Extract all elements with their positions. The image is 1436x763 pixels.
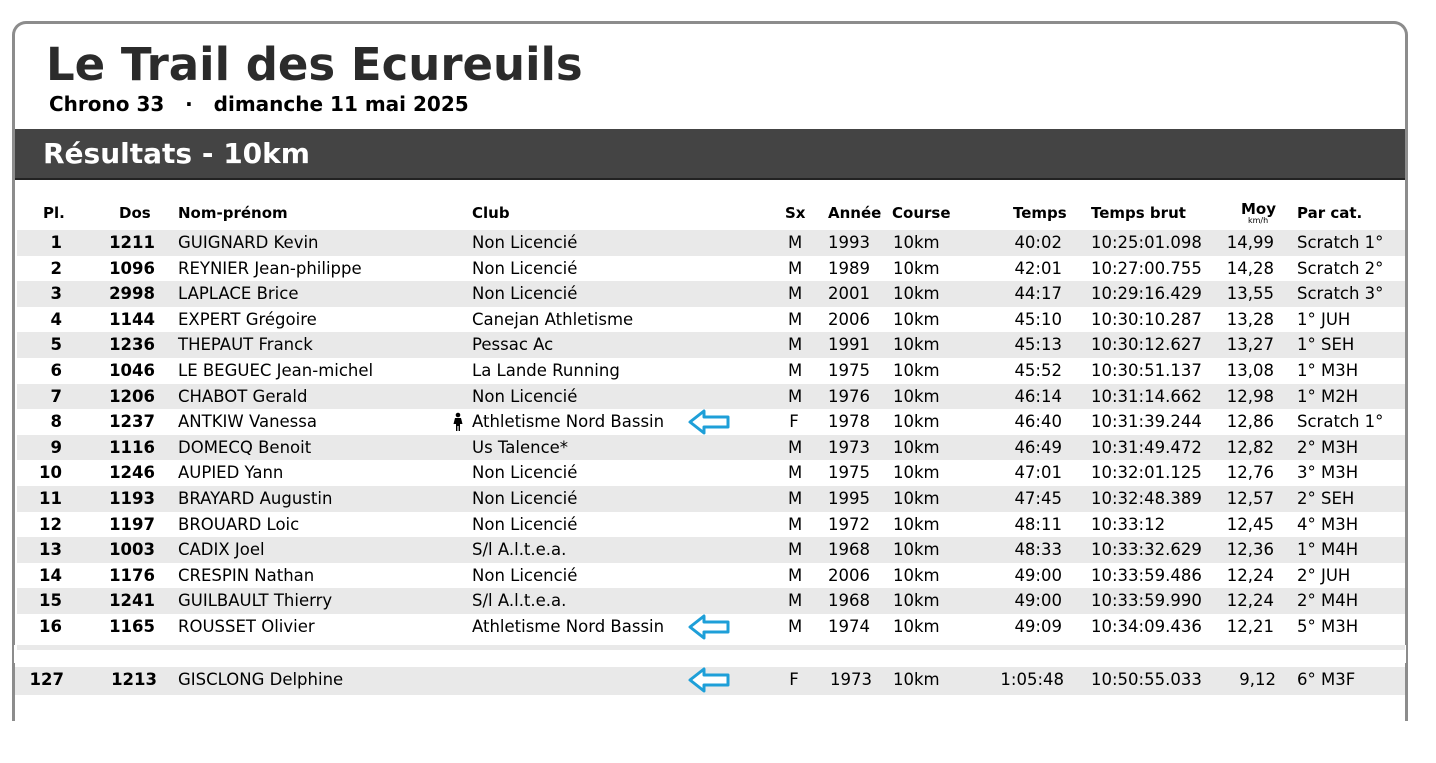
cell-moy: 12,45 <box>1226 514 1274 534</box>
cell-annee: 1995 <box>828 489 870 508</box>
cell-club: La Lande Running <box>472 361 620 380</box>
table-row <box>17 512 1405 538</box>
cell-nom: CADIX Joel <box>178 540 265 560</box>
cell-cat: 5° M3H <box>1297 617 1359 636</box>
cell-pl: 9 <box>50 437 62 457</box>
cell-moy: 14,99 <box>1226 233 1274 252</box>
col-header-temps: Temps <box>1013 204 1067 222</box>
cell-course: 10km <box>893 437 940 457</box>
cell-club: Non Licencié <box>472 463 578 483</box>
cell-temps-brut: 10:30:10.287 <box>1091 309 1202 329</box>
cell-pl: 6 <box>50 361 62 380</box>
cell-dos: 1206 <box>109 386 155 406</box>
cell-temps: 47:45 <box>1014 489 1062 508</box>
table-row <box>17 281 1405 307</box>
cell-sx: F <box>789 670 799 689</box>
cell-temps-brut: 10:32:01.125 <box>1091 463 1202 483</box>
cell-temps: 49:00 <box>1014 565 1062 585</box>
cell-course: 10km <box>893 361 940 380</box>
cell-annee: 1975 <box>828 463 870 483</box>
cell-club: Non Licencié <box>472 565 578 585</box>
cell-dos: 1213 <box>111 670 157 689</box>
cell-sx: M <box>788 489 803 508</box>
cell-pl: 15 <box>39 591 62 611</box>
cell-annee: 1973 <box>830 670 872 689</box>
cell-temps-brut: 10:34:09.436 <box>1091 617 1202 636</box>
cell-temps: 42:01 <box>1014 258 1062 278</box>
cell-pl: 3 <box>50 284 62 304</box>
results-banner <box>15 129 1405 180</box>
cell-annee: 1968 <box>828 591 870 611</box>
cell-annee: 1968 <box>828 540 870 560</box>
cell-dos: 1237 <box>109 412 155 432</box>
col-header-moy-unit: km/h <box>1248 216 1269 225</box>
table-row <box>17 332 1405 358</box>
cell-temps: 46:40 <box>1014 412 1062 432</box>
cell-nom: LAPLACE Brice <box>178 284 299 304</box>
cell-temps: 47:01 <box>1014 463 1062 483</box>
cell-dos: 1046 <box>109 361 155 380</box>
cell-sx: M <box>788 233 803 252</box>
cell-temps-brut: 10:33:59.486 <box>1091 565 1202 585</box>
cell-dos: 1165 <box>109 617 155 636</box>
event-subtitle: Chrono 33 · dimanche 11 mai 2025 <box>49 92 469 116</box>
col-header-moy: Moy <box>1241 200 1277 218</box>
table-row <box>17 435 1405 461</box>
cell-sx: M <box>788 463 803 483</box>
cell-club: Non Licencié <box>472 258 578 278</box>
col-header-dos: Dos <box>119 204 151 222</box>
cell-annee: 1972 <box>828 514 870 534</box>
cell-dos: 1176 <box>109 565 155 585</box>
banner-title: Résultats - 10km <box>43 137 310 170</box>
cell-course: 10km <box>893 463 940 483</box>
cell-temps: 48:11 <box>1014 514 1062 534</box>
cell-moy: 13,55 <box>1226 284 1274 304</box>
table-row <box>17 486 1405 512</box>
cell-course: 10km <box>893 412 940 432</box>
cut-row-fragment <box>17 645 1405 650</box>
col-header-course: Course <box>892 204 951 222</box>
cell-nom: GUILBAULT Thierry <box>178 591 333 611</box>
table-row <box>17 588 1405 614</box>
cell-pl: 127 <box>29 670 64 689</box>
cell-club: Non Licencié <box>472 284 578 304</box>
cell-annee: 1975 <box>828 361 870 380</box>
cell-dos: 2998 <box>109 284 155 304</box>
cell-dos: 1193 <box>109 489 155 508</box>
cell-temps: 40:02 <box>1014 233 1062 252</box>
female-icon <box>452 412 464 432</box>
cell-course: 10km <box>893 489 940 508</box>
cell-temps-brut: 10:33:59.990 <box>1091 591 1202 611</box>
col-header-sx: Sx <box>785 204 806 222</box>
cell-sx: M <box>788 258 803 278</box>
cell-dos: 1096 <box>109 258 155 278</box>
table-cut-separator <box>14 645 1406 663</box>
cell-cat: 1° M2H <box>1297 386 1359 406</box>
cell-annee: 2001 <box>828 284 870 304</box>
cell-pl: 1 <box>50 233 62 252</box>
page-title: Le Trail des Ecureuils <box>46 38 583 91</box>
cell-club: S/l A.l.t.e.a. <box>472 591 567 611</box>
cell-club: Pessac Ac <box>472 335 554 355</box>
cell-pl: 4 <box>50 309 62 329</box>
cell-nom: BRAYARD Augustin <box>178 489 333 508</box>
cell-course: 10km <box>893 565 940 585</box>
cell-cat: Scratch 1° <box>1297 412 1384 432</box>
cell-annee: 1976 <box>828 386 870 406</box>
cell-moy: 12,82 <box>1226 437 1274 457</box>
cell-temps-brut: 10:30:51.137 <box>1091 361 1202 380</box>
arrow-left-icon <box>687 666 731 694</box>
cell-nom: LE BEGUEC Jean-michel <box>178 361 374 380</box>
cell-sx: M <box>788 514 803 534</box>
cell-temps: 46:49 <box>1014 437 1062 457</box>
cell-temps-brut: 10:31:39.244 <box>1091 412 1202 432</box>
col-header-club: Club <box>472 204 510 222</box>
table-row <box>17 460 1405 486</box>
cell-course: 10km <box>893 284 940 304</box>
cell-temps: 49:09 <box>1014 617 1062 636</box>
cell-moy: 9,12 <box>1239 670 1276 689</box>
cell-pl: 14 <box>39 565 62 585</box>
table-row <box>17 409 1405 435</box>
cell-temps: 45:10 <box>1014 309 1062 329</box>
cell-sx: M <box>788 565 803 585</box>
cell-cat: 1° M3H <box>1297 361 1359 380</box>
cell-cat: Scratch 1° <box>1297 233 1384 252</box>
cell-moy: 12,86 <box>1226 412 1274 432</box>
cell-nom: THEPAUT Franck <box>178 335 313 355</box>
cell-course: 10km <box>893 335 940 355</box>
cell-temps: 1:05:48 <box>1000 670 1064 689</box>
cell-pl: 12 <box>39 514 62 534</box>
table-row <box>17 358 1405 384</box>
cell-nom: BROUARD Loic <box>178 514 300 534</box>
cell-dos: 1246 <box>109 463 155 483</box>
table-row <box>17 384 1405 410</box>
cell-pl: 16 <box>39 617 62 636</box>
col-header-par-cat: Par cat. <box>1297 204 1363 222</box>
cell-cat: 4° M3H <box>1297 514 1359 534</box>
cell-cat: 1° SEH <box>1297 335 1355 355</box>
cell-dos: 1241 <box>109 591 155 611</box>
cell-nom: AUPIED Yann <box>178 463 284 483</box>
cell-cat: 6° M3F <box>1297 670 1356 689</box>
col-header-temps-brut: Temps brut <box>1091 204 1186 222</box>
cell-temps: 49:00 <box>1014 591 1062 611</box>
cell-nom: ANTKIW Vanessa <box>178 412 317 432</box>
cell-sx: M <box>788 591 803 611</box>
cell-moy: 12,98 <box>1226 386 1274 406</box>
cell-nom: EXPERT Grégoire <box>178 309 317 329</box>
cell-moy: 12,24 <box>1226 565 1274 585</box>
cell-course: 10km <box>893 233 940 252</box>
cell-moy: 12,21 <box>1226 617 1274 636</box>
cell-sx: M <box>788 617 803 636</box>
cell-temps-brut: 10:25:01.098 <box>1091 233 1202 252</box>
cell-course: 10km <box>893 591 940 611</box>
cell-dos: 1197 <box>109 514 155 534</box>
cell-pl: 5 <box>50 335 62 355</box>
cell-annee: 1978 <box>828 412 870 432</box>
cell-cat: 1° JUH <box>1297 309 1351 329</box>
cell-club: Non Licencié <box>472 233 578 252</box>
cell-moy: 13,27 <box>1226 335 1274 355</box>
cell-pl: 8 <box>50 412 62 432</box>
cell-nom: CHABOT Gerald <box>178 386 308 406</box>
cell-moy: 12,36 <box>1226 540 1274 560</box>
cell-course: 10km <box>893 258 940 278</box>
cell-moy: 12,76 <box>1226 463 1274 483</box>
cell-club: Non Licencié <box>472 489 578 508</box>
cell-nom: CRESPIN Nathan <box>178 565 315 585</box>
cell-moy: 12,24 <box>1226 591 1274 611</box>
cell-temps-brut: 10:27:00.755 <box>1091 258 1202 278</box>
cell-annee: 1991 <box>828 335 870 355</box>
cell-pl: 13 <box>39 540 62 560</box>
table-row <box>17 537 1405 563</box>
cell-annee: 1993 <box>828 233 870 252</box>
cell-annee: 1989 <box>828 258 870 278</box>
cell-sx: M <box>788 361 803 380</box>
table-row <box>17 307 1405 333</box>
cell-dos: 1144 <box>109 309 155 329</box>
cell-nom: REYNIER Jean-philippe <box>178 258 362 278</box>
cell-nom: DOMECQ Benoit <box>178 437 312 457</box>
table-row-last <box>12 667 1408 695</box>
cell-sx: M <box>788 335 803 355</box>
cell-nom: ROUSSET Olivier <box>178 617 315 636</box>
cell-club: Athletisme Nord Bassin <box>472 617 665 636</box>
table-row <box>17 230 1405 256</box>
cell-club: Non Licencié <box>472 514 578 534</box>
cell-nom: GUIGNARD Kevin <box>178 233 319 252</box>
cell-club: Non Licencié <box>472 386 578 406</box>
cell-nom: GISCLONG Delphine <box>178 670 344 689</box>
table-row <box>17 256 1405 282</box>
table-row <box>17 563 1405 589</box>
col-header-annee: Année <box>828 204 882 222</box>
cell-club: S/l A.l.t.e.a. <box>472 540 567 560</box>
cell-moy: 14,28 <box>1226 258 1274 278</box>
cell-pl: 7 <box>50 386 62 406</box>
cell-annee: 2006 <box>828 565 870 585</box>
cell-cat: 1° M4H <box>1297 540 1359 560</box>
cell-moy: 13,28 <box>1226 309 1274 329</box>
arrow-left-icon <box>687 613 731 641</box>
cell-cat: 2° JUH <box>1297 565 1351 585</box>
cell-sx: M <box>788 309 803 329</box>
cell-sx: M <box>788 284 803 304</box>
cell-temps: 46:14 <box>1014 386 1062 406</box>
cell-temps-brut: 10:31:14.662 <box>1091 386 1202 406</box>
cell-temps: 48:33 <box>1014 540 1062 560</box>
cell-dos: 1003 <box>109 540 155 560</box>
cell-sx: M <box>788 437 803 457</box>
cell-temps-brut: 10:30:12.627 <box>1091 335 1202 355</box>
cell-course: 10km <box>893 386 940 406</box>
cell-course: 10km <box>893 514 940 534</box>
arrow-left-icon <box>687 408 731 436</box>
table-row <box>17 614 1405 640</box>
cell-temps-brut: 10:29:16.429 <box>1091 284 1202 304</box>
cell-annee: 1973 <box>828 437 870 457</box>
cell-course: 10km <box>893 670 940 689</box>
cell-club: Us Talence* <box>472 437 569 457</box>
cell-temps: 45:52 <box>1014 361 1062 380</box>
cell-course: 10km <box>893 309 940 329</box>
cell-temps-brut: 10:50:55.033 <box>1091 670 1202 689</box>
cell-sx: M <box>788 540 803 560</box>
cell-cat: Scratch 2° <box>1297 258 1384 278</box>
cell-temps-brut: 10:32:48.389 <box>1091 489 1202 508</box>
col-header-pl: Pl. <box>43 204 65 222</box>
col-header-nom: Nom-prénom <box>178 204 288 222</box>
cell-cat: 2° M4H <box>1297 591 1359 611</box>
cell-cat: 2° SEH <box>1297 489 1355 508</box>
cell-course: 10km <box>893 617 940 636</box>
cell-dos: 1116 <box>109 437 155 457</box>
cell-moy: 13,08 <box>1226 361 1274 380</box>
cell-temps-brut: 10:33:12 <box>1091 514 1166 534</box>
cell-temps: 45:13 <box>1014 335 1062 355</box>
cell-temps-brut: 10:33:32.629 <box>1091 540 1202 560</box>
cell-club: Canejan Athletisme <box>472 309 634 329</box>
cell-club: Athletisme Nord Bassin <box>472 412 665 432</box>
cell-cat: 2° M3H <box>1297 437 1359 457</box>
cell-dos: 1211 <box>109 233 155 252</box>
cell-dos: 1236 <box>109 335 155 355</box>
cell-sx: F <box>789 412 799 432</box>
cell-pl: 10 <box>39 463 62 483</box>
cell-temps: 44:17 <box>1014 284 1062 304</box>
cell-moy: 12,57 <box>1226 489 1274 508</box>
cell-cat: Scratch 3° <box>1297 284 1384 304</box>
cell-pl: 11 <box>39 489 62 508</box>
cell-cat: 3° M3H <box>1297 463 1359 483</box>
cell-course: 10km <box>893 540 940 560</box>
cell-temps-brut: 10:31:49.472 <box>1091 437 1202 457</box>
cell-sx: M <box>788 386 803 406</box>
cell-annee: 2006 <box>828 309 870 329</box>
cell-annee: 1974 <box>828 617 870 636</box>
cell-pl: 2 <box>50 258 62 278</box>
